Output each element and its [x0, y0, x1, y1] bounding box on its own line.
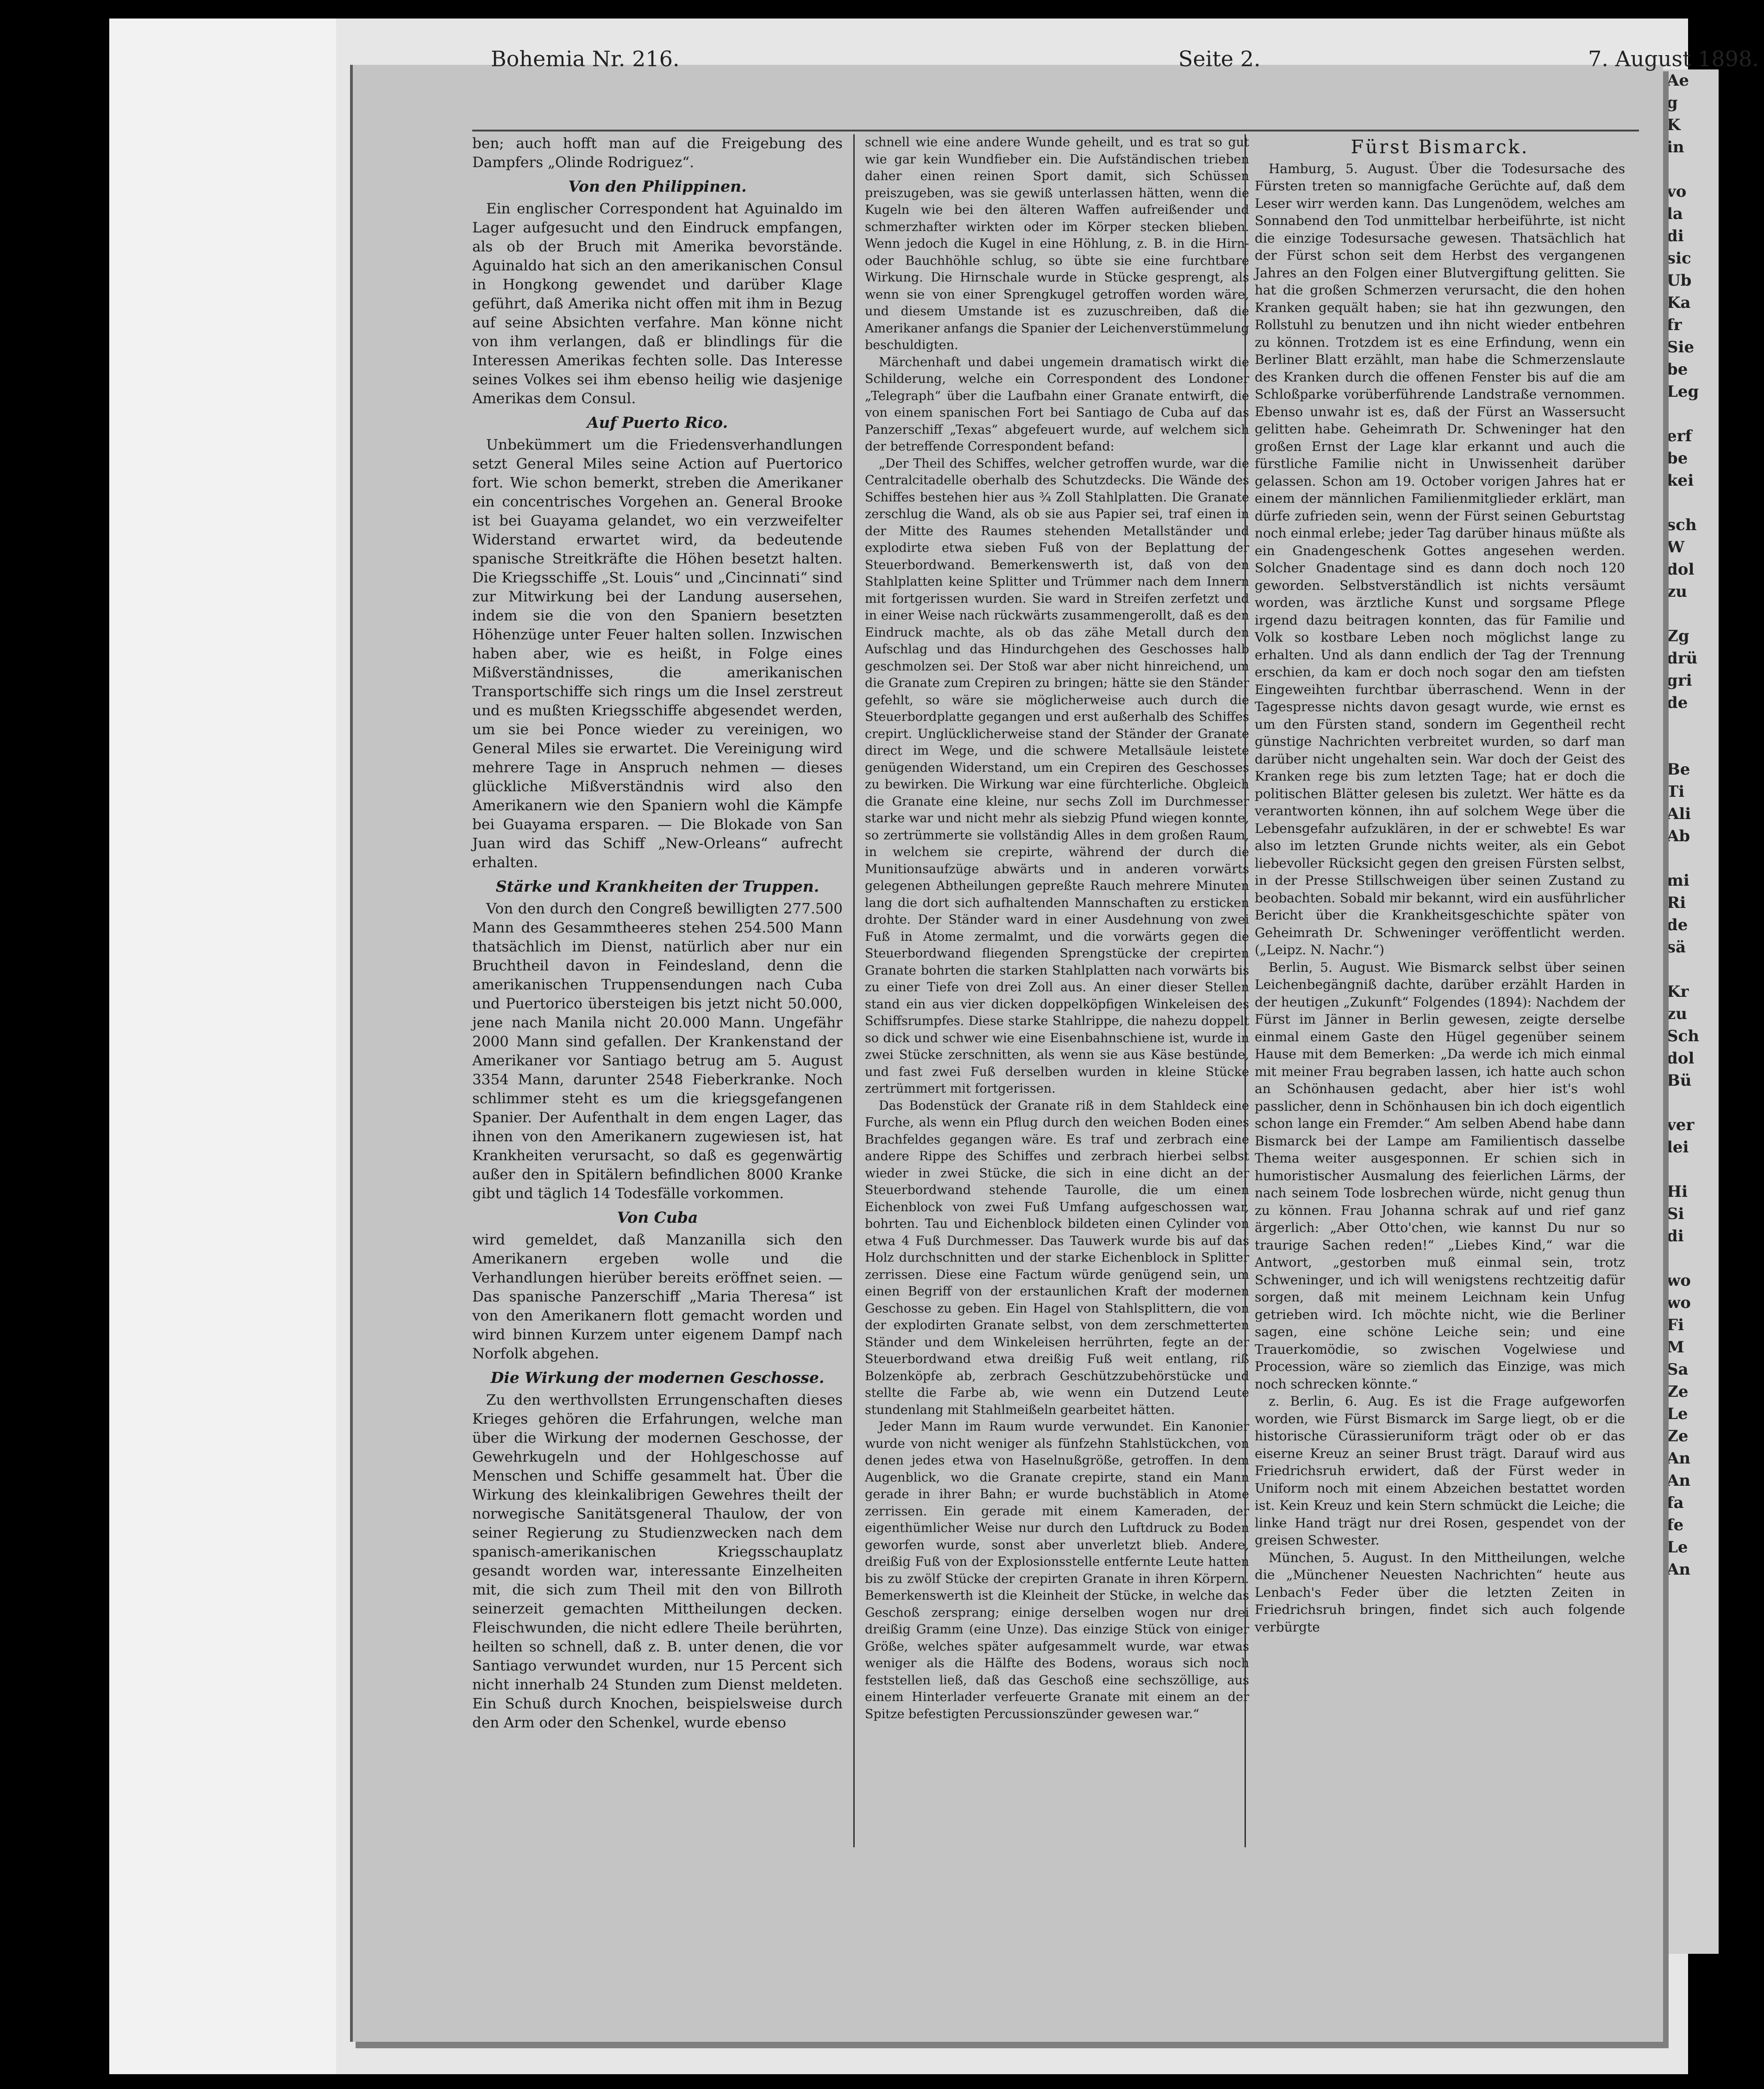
- section-heading: Von den Philippinen.: [568, 177, 747, 195]
- microfilm-left-margin: [109, 19, 336, 2074]
- paragraph: Das Bodenstück der Granate riß in dem Stahldeck eine Furche, als wenn ein Pflug durch den weichen Boden eines Brachfeldes gegangen wäre. Es traf und zerbrach eine andere Rippe des Schiffes und zerbrach hierbei selbst wieder in zwei Stücke, die sich in eine dicht an der Steuerbordwand stehende Taurolle, die um einen Eichenblock von zwei Fuß Umfang aufgeschossen war, bohrten. Tau und Eichenblock bildeten einen Cylinder von etwa 4 Fuß Durchmesser. Das Tauwerk wurde bis auf das Holz durchschnitten und der starke Eichenblock in Splitter zerrissen. Diese eine Factum würde genügend sein, um einen Begriff von der erstaunlichen Kraft der modernen Geschosse zu geben. Ein Hagel von Stahlsplittern, die von der explodirten Granate selbst, von dem zerschmetterten Ständer und dem Winkeleisen herrührten, fegte an der Steuerbordwand etwa dreißig Fuß weit entlang, riß Bolzenköpfe ab, zerbrach Geschützzubehörstücke und stellte die Farbe ab, wie wenn ein Dutzend Leute stundenlang mit Stahlmeißeln gearbeitet hätten.: [865, 1098, 1249, 1417]
- paragraph: Zu den werthvollsten Errungenschaften dieses Krieges gehören die Erfahrungen, welche man über die Wirkung der modernen Geschosse, der Gewehrkugeln und der Hohlgeschosse auf Menschen und Schiffe gesammelt hat. Über die Wirkung des kleinkalibrigen Gewehres theilt der norwegische Sanitätsgeneral Thaulow, der von seiner Regierung zu Studienzwecken nach dem spanisch-amerikanischen Kriegsschauplatz gesandt worden war, interessante Einzelheiten mit, die sich zum Theil mit den von Billroth seinerzeit gemachten Mittheilungen decken. Fleischwunden, die nicht edlere Theile berührten, heilten so schnell, daß z. B. unter denen, die vor Santiago verwundet wurden, nur 15 Percent sich nicht innerhalb 24 Stunden zum Dienst meldeten. Ein Schuß durch Knochen, beispielsweise durch den Arm oder den Schenkel, wurde ebenso: [472, 1392, 843, 1731]
- paragraph: Märchenhaft und dabei ungemein dramatisch wirkt die Schilderung, welche ein Correspondent des Londoner „Telegraph“ über die Laufbahn einer Granate entwirft, die von einem spanischen Fort bei Santiago de Cuba auf das Panzerschiff „Texas“ abgefeuert wurde, auf welchem sich der betreffende Correspondent befand:: [865, 355, 1249, 454]
- paragraph: z. Berlin, 6. Aug. Es ist die Frage aufgeworfen worden, wie Fürst Bismarck im Sarge liegt, ob er die historische Cürassieruniform trägt oder ob er das eiserne Kreuz an seiner Brust trägt. Darauf wird aus Friedrichsruh erwidert, daß der Fürst weder in Uniform noch mit einem Abzeichen bestattet worden ist. Kein Kreuz und kein Stern schmückt die Leiche; die linke Hand trägt nur drei Rosen, gespendet von der greisen Schwester.: [1255, 1394, 1625, 1548]
- section-heading: Stärke und Krankheiten der Truppen.: [495, 877, 819, 895]
- paragraph: München, 5. August. In den Mittheilungen, welche die „Münchener Neuesten Nachrichten“ heute aus Lenbach's Feder über die letzten Zeiten in Friedrichsruh bringen, findet sich auch folgende verbürgte: [1255, 1550, 1625, 1635]
- paragraph: Berlin, 5. August. Wie Bismarck selbst über seinen Leichenbegängniß dachte, darüber erzählt Harden in der heutigen „Zukunft“ Folgendes (1894): Nachdem der Fürst im Jänner in Berlin gewesen, zeigte derselbe einmal einem Gaste den Hügel gegenüber seinem Hause mit dem Bemerken: „Da werde ich mich einmal mit meiner Frau begraben lassen, ich hatte auch schon an Schönhausen gedacht, aber hier ist's wohl passlicher, denn in Schönhausen bin ich doch eigentlich schon lange ein Fremder.“ Am selben Abend habe dann Bismarck bei der Lampe am Familientisch dasselbe Thema weiter ausgesponnen. Er schien sich in humoristischer Ausmalung des feierlichen Lärms, der nach seinem Tode losbrechen würde, nicht genug thun zu können. Frau Johanna schrak auf und rief ganz ärgerlich: „Aber Otto'chen, wie kannst Du nur so traurige Sachen reden!“ „Liebes Kind,“ war die Antwort, „gestorben muß einmal sein, trotz Schweninger, und ich will wenigstens rechtzeitig dafür sorgen, daß mit meinem Leichnam kein Unfug getrieben wird. Ich möchte nicht, wie die Berliner sagen, eine schöne Leiche sein; und eine Trauerkomödie, so zwischen Vogelwiese und Procession, wäre so ziemlich das Einzige, was mich noch schrecken könnte.“: [1255, 959, 1625, 1392]
- section-heading: Fürst Bismarck.: [1351, 137, 1529, 158]
- paragraph: wird gemeldet, daß Manzanilla sich den Amerikanern ergeben wolle und die Verhandlungen hierüber bereits eröffnet seien. — Das spanische Panzerschiff „Maria Theresa“ ist von den Amerikanern flott gemacht worden und wird binnen Kurzem unter eigenem Dampf nach Norfolk abgehen.: [472, 1232, 843, 1362]
- paragraph: Unbekümmert um die Friedensverhandlungen setzt General Miles seine Action auf Puertorico fort. Wie schon bemerkt, streben die Amerikaner ein concentrisches Vorgehen an. General Brooke ist bei Guayama gelandet, wo ein verzweifelter Widerstand erwartet wird, da bedeutende spanische Streitkräfte die Höhen besetzt halten. Die Kriegsschiffe „St. Louis“ und „Cincinnati“ sind zur Mitwirkung bei der Landung ausersehen, indem sie die von den Spaniern besetzten Höhenzüge unter Feuer halten sollen. Inzwischen haben aber, wie es heißt, in Folge eines Mißverständnisses, die amerikanischen Transportschiffe sich rings um die Insel zerstreut und es mußten Kriegsschiffe abgesendet werden, um sie bei Ponce wieder zu vereinigen, wo General Miles sie erwartet. Die Vereinigung wird mehrere Tage in Anspruch nehmen — dieses glückliche Mißverständnis wird also den Amerikanern wie den Spaniern wohl die Kämpfe bei Guayama ersparen. — Die Blokade von San Juan wird das Schiff „New-Orleans“ aufrecht erhalten.: [472, 437, 843, 871]
- paragraph: Ein englischer Correspondent hat Aguinaldo im Lager aufgesucht und den Eindruck empfangen, als ob der Bruch mit Amerika bevorstände. Aguinaldo hat sich an den amerikanischen Consul in Hongkong gewendet und darüber Klage geführt, daß Amerika nicht offen mit ihm in Bezug auf seine Absichten verfahre. Man könne nicht von ihm verlangen, daß er blindlings für die Interessen Amerikas fechten solle. Das Interesse seines Volkes sei ihm ebenso heilig wie dasjenige Amerikas dem Consul.: [472, 200, 843, 407]
- paragraph: Hamburg, 5. August. Über die Todesursache des Fürsten treten so mannigfache Gerüchte auf, daß dem Leser wirr werden kann. Das Lungenödem, welches am Sonnabend den Tod unmittelbar herbeiführte, ist nicht die einzige Todesursache gewesen. Thatsächlich hat der Fürst schon seit dem Herbst des vergangenen Jahres an den Folgen einer Blutvergiftung gelitten. Sie hat die großen Schmerzen verursacht, die den hohen Kranken gequält haben; sie hat ihn gezwungen, den Rollstuhl zu benutzen und ihn nicht wieder entbehren zu können. Trotzdem ist es eine Erfindung, wenn ein Berliner Blatt erzählt, man habe die Schmerzenslaute des Kranken durch die offenen Fenster bis auf die am Schloßparke vorüberführende Landstraße vernommen. Ebenso unwahr ist es, daß der Fürst an Wassersucht gelitten habe. Geheimrath Dr. Schweninger hat den großen Ernst der Lage klar erkannt und auch die fürstliche Familie nicht in Unwissenheit darüber gelassen. Schon am 19. October vorigen Jahres hat er einem der männlichen Familienmitglieder erklärt, man dürfe zufrieden sein, wenn der Fürst seinen Geburtstag noch einmal erlebe; jeder Tag darüber hinaus müßte als ein Gnadengeschenk Gottes angesehen werden. Solcher Gnadentage sind es dann doch noch 120 geworden. Selbstverständlich ist nichts versäumt worden, was ärztliche Kunst und sorgsame Pflege irgend dazu beitragen konnten, das für Familie und Volk so kostbare Leben noch möglichst lange zu erhalten. Und als dann endlich der Tag der Trennung erschien, da kam er doch noch sogar den am tiefsten Eingeweihten furchtbar überraschend. Wenn in der Tagespresse nichts davon gesagt wurde, wie ernst es um den Fürsten stand, sondern im Gegentheil recht günstige Nachrichten verbreitet wurden, so darf man darüber nicht ungehalten sein. War doch der Geist des Kranken rege bis zum letzten Tage; hat er doch die politischen Blätter gelesen bis zuletzt. Wer hätte es da verantworten können, ihn auf solchem Wege über die Lebensgefahr aufzuklären, in der er schwebte! Es war also im letzten Grunde nichts weiter, als ein Gebot liebevoller Rücksicht gegen den greisen Fürsten selbst, in der Presse Stillschweigen über seinen Zustand zu beobachten. Sobald mir bekannt, wird ein ausführlicher Bericht über die Krankheitsgeschichte später von Geheimrath Dr. Schweninger veröffentlicht werden. („Leipz. N. Nachr.“): [1255, 161, 1625, 957]
- paragraph: Von den durch den Congreß bewilligten 277.500 Mann des Gesammtheeres stehen 254.500 Mann thatsächlich im Dienst, natürlich aber nur ein Bruchtheil davon in Feindesland, denn die amerikanischen Truppensendungen nach Cuba und Puertorico übersteigen bis jetzt nicht 50.000, jene nach Manila nicht 20.000 Mann. Ungefähr 2000 Mann sind gefallen. Der Krankenstand der Amerikaner vor Santiago betrug am 5. August 3354 Mann, darunter 2548 Fieberkranke. Noch schlimmer steht es um die kriegsgefangenen Spanier. Der Aufenthalt in dem engen Lager, das ihnen von den Amerikanern zugewiesen ist, hat Krankheiten verursacht, so daß es gegenwärtig außer den in Spitälern befindlichen 8000 Kranke gibt und täglich 14 Todesfälle vorkommen.: [472, 901, 843, 1202]
- paragraph: Jeder Mann im Raum wurde verwundet. Ein Kanonier wurde von nicht weniger als fünfzehn Stahlstückchen, von denen jedes etwa von Haselnußgröße, getroffen. In dem Augenblick, wo die Granate crepirte, stand ein Mann gerade in ihrer Bahn; er wurde buchstäblich in Atome zerrissen. Ein gerade mit einem Kameraden, der eigenthümlicher Weise nur durch den Luftdruck zu Boden geworfen wurde, sonst aber unverletzt blieb. Andere, dreißig Fuß von der Explosionsstelle entfernte Leute hatten bis zu zwölf Stücke der crepirten Granate in ihren Körpern. Bemerkenswerth ist die Kleinheit der Stücke, in welche das Geschoß zersprang; einige derselben wogen nur drei dreißig Gramm (eine Unze). Das einzige Stück von einiger Größe, welches später aufgesammelt wurde, war etwas weniger als die Hälfte des Bodens, woraus sich noch feststellen ließ, daß das Geschoß eine sechszöllige, aus einem Hinterlader verfeuerte Granate mit einem an der Spitze befestigten Percussionszünder gewesen war.“: [865, 1420, 1249, 1721]
- section-heading: Von Cuba: [617, 1208, 698, 1226]
- header-masthead: Bohemia Nr. 216.: [491, 46, 680, 71]
- section-heading: Die Wirkung der modernen Geschosse.: [490, 1369, 825, 1387]
- column-2: [865, 134, 1249, 1861]
- adjacent-page-fragments: Ae g K in vo la di sic Ub Ka fr Sie be Leg erf be kei sch W dol zu Zg drü gri de Be Ti Ali Ab mi Ri de sä Kr zu Sch dol Bü ver lei Hi Si di wo wo Fi M Sa Ze Le Ze An An fa fe Le An: [1667, 71, 1699, 1579]
- column-1: [472, 134, 843, 1861]
- header-page-number: Seite 2.: [1178, 46, 1261, 71]
- header-date: 7. August 1898.: [1588, 46, 1759, 71]
- adjacent-page-edge: [1662, 69, 1719, 1954]
- paragraph: schnell wie eine andere Wunde geheilt, und es trat so gut wie gar kein Wundfieber ein. Die Aufständischen trieben daher einen reinen Sport damit, sich Schüssen preiszugeben, was sie gewiß unterlassen hätten, wenn die Kugeln wie bei den älteren Waffen aufreißender und schmerzhafter wirkten oder im Körper stecken blieben. Wenn jedoch die Kugel in eine Höhlung, z. B. in die Hirn- oder Bauchhöhle schlug, so übte sie eine furchtbare Wirkung. Die Hirnschale wurde in Stücke gesprengt, als wenn sie von einer Sprengkugel getroffen worden wäre, und diesem Umstande ist es zuzuschreiben, daß die Amerikaner anfangs die Spanier der Leichenverstümmelung beschuldigten.: [865, 135, 1249, 352]
- paragraph: „Der Theil des Schiffes, welcher getroffen wurde, war die Centralcitadelle oberhalb des Schutzdecks. Die Wände des Schiffes bestehen hier aus ¾ Zoll Stahlplatten. Die Granate zerschlug die Wand, als ob sie aus Papier sei, traf einen in der Mitte des Raumes stehenden Metallständer und explodirte etwa sieben Fuß von der Beplattung der Steuerbordwand. Bemerkenswerth ist, daß von den Stahlplatten keine Splitter und Trümmer nach dem Innern mit fortgerissen wurden. Sie ward in Streifen zerfetzt und in einer Weise nach rückwärts zusammengerollt, daß es den Eindruck machte, als ob das zähe Metall durch den Aufschlag und das Hindurchgehen des Geschosses halb geschmolzen sei. Der Stoß war aber nicht hinreichend, um die Granate zum Crepiren zu bringen; hätte sie den Ständer gefehlt, so wäre sie möglicherweise auch durch die Steuerbordplatte gegangen und erst außerhalb des Schiffes crepirt. Unglücklicherweise stand der Ständer der Granate direct im Wege, und die schwere Metallsäule leistete genügenden Widerstand, um ein Crepiren des Geschosses zu bewirken. Die Wirkung war eine fürchterliche. Obgleich die Granate eine kleine, nur sechs Zoll im Durchmesser starke war und nicht mehr als siebzig Pfund wiegen konnte, so zertrümmerte sie vollständig Alles in dem großen Raum, in welchem sie crepirte, während der durch die Munitionsaufzüge abwärts und in anderen vorwärts gelegenen Abtheilungen gepreßte Rauch mehrere Minuten lang die dort sich aufhaltenden Mannschaften zu ersticken drohte. Der Ständer ward in einer Ausdehnung von zwei Fuß in Atome zermalmt, und die vorwärts gegen die Steuerbordwand fliegenden Sprengstücke der crepirten Granate bohrten die starken Stahlplatten nach vorwärts bis zu einer Tiefe von drei Zoll aus. An einer dieser Stellen stand ein aus vier dicken doppelköpfigen Winkeleisen des Schiffsrumpfes. Diese starke Stahlrippe, die nahezu doppelt so dick und schwer wie eine Eisenbahnschiene ist, wurde in zwei Stücke zerschnitten, als wenn sie aus Käse bestünde, und fast zwei Fuß derselben wurden in kleine Stücke zertrümmert mit fortgerissen.: [865, 456, 1249, 1096]
- paragraph: ben; auch hofft man auf die Freigebung des Dampfers „Olinde Rodriguez“.: [472, 135, 843, 171]
- header-rule: [472, 130, 1639, 131]
- column-divider: [853, 134, 855, 1847]
- column-3: [1255, 134, 1625, 1861]
- section-heading: Auf Puerto Rico.: [587, 413, 728, 432]
- page-header: [134, 37, 1764, 88]
